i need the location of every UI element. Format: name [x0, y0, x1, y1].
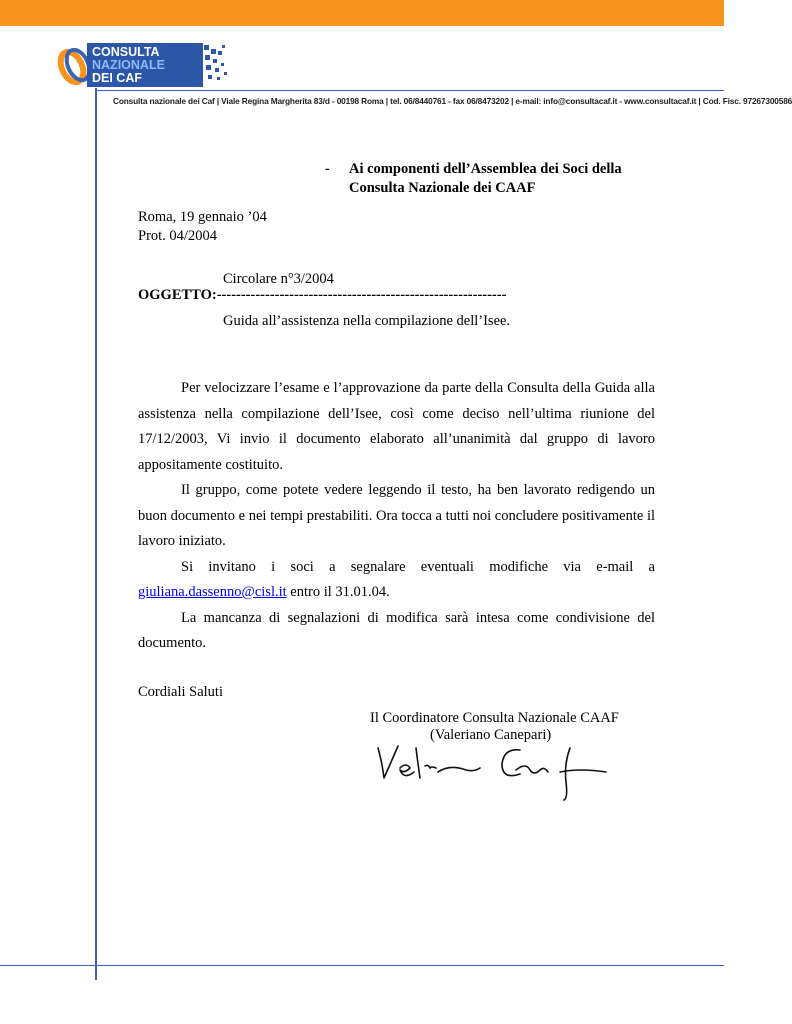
logo-line2: NAZIONALE [92, 58, 165, 72]
body-paragraph-2: Il gruppo, come potete vedere leggendo il testo, ha ben lavorato redigendo un buon documento e nei tempi prestabiliti. Ora tocca a tutti noi concludere positivamente il lavoro iniziato. [138, 482, 656, 549]
subject-dashes: ------------------------------------------------------------ [216, 287, 507, 303]
body-paragraph-4: La mancanza di segnalazioni di modifica sarà intesa come condivisione del documento. [138, 609, 655, 651]
circular-number: Circolare n°3/2004 [223, 271, 334, 287]
logo-line3: DEI CAF [92, 71, 142, 85]
body-paragraph-3 [138, 555, 655, 606]
margin-rule [95, 88, 97, 980]
letter-body [138, 376, 655, 657]
paragraph-3-text: Si invitano i soci a segnalare eventuali modifiche via e-mail a [181, 558, 655, 575]
signatory-role: Il Coordinatore Consulta Nazionale CAAF [370, 710, 619, 726]
subject-line [138, 287, 506, 304]
recipient-line1: Ai componenti dell’Assemblea dei Soci della [349, 161, 622, 177]
recipient-dash: - [325, 161, 330, 177]
logo-line1: CONSULTA [92, 45, 160, 59]
footer-rule [0, 965, 724, 966]
letterhead-contact: Consulta nazionale dei Caf | Viale Regina Margherita 83/d - 00198 Roma | tel. 06/8440761 - fax 06/8473202 | e-mail: info@consultacaf.it - www.consultacaf.it | Cod. Fisc. 97267300586 [113, 96, 792, 106]
consulta-logo [60, 41, 230, 91]
paragraph-3-deadline: entro il 31.01.04. [286, 584, 390, 600]
closing-greeting: Cordiali Saluti [138, 684, 223, 700]
handwritten-signature [370, 742, 610, 802]
letterhead-top-bar [0, 0, 724, 26]
letter-date: Roma, 19 gennaio ’04 [138, 209, 267, 225]
body-paragraph-1: Per velocizzare l’esame e l’approvazione da parte della Consulta della Guida alla assistenza nella compilazione dell’Isee, così come deciso nell’ultima riunione del 17/12/2003, Vi invio il documento elaborato all’unanimità dal gruppo di lavoro appositamente costituito. [138, 380, 655, 473]
recipient-line2: Consulta Nazionale dei CAAF [349, 180, 536, 196]
subject-text: Guida all’assistenza nella compilazione dell’Isee. [223, 313, 511, 329]
protocol-number: Prot. 04/2004 [138, 228, 217, 244]
letterhead-rule [96, 90, 724, 91]
subject-label: OGGETTO: [138, 287, 217, 303]
signatory-name: (Valeriano Canepari) [430, 727, 552, 743]
email-link[interactable]: giuliana.dassenno@cisl.it [138, 584, 287, 600]
